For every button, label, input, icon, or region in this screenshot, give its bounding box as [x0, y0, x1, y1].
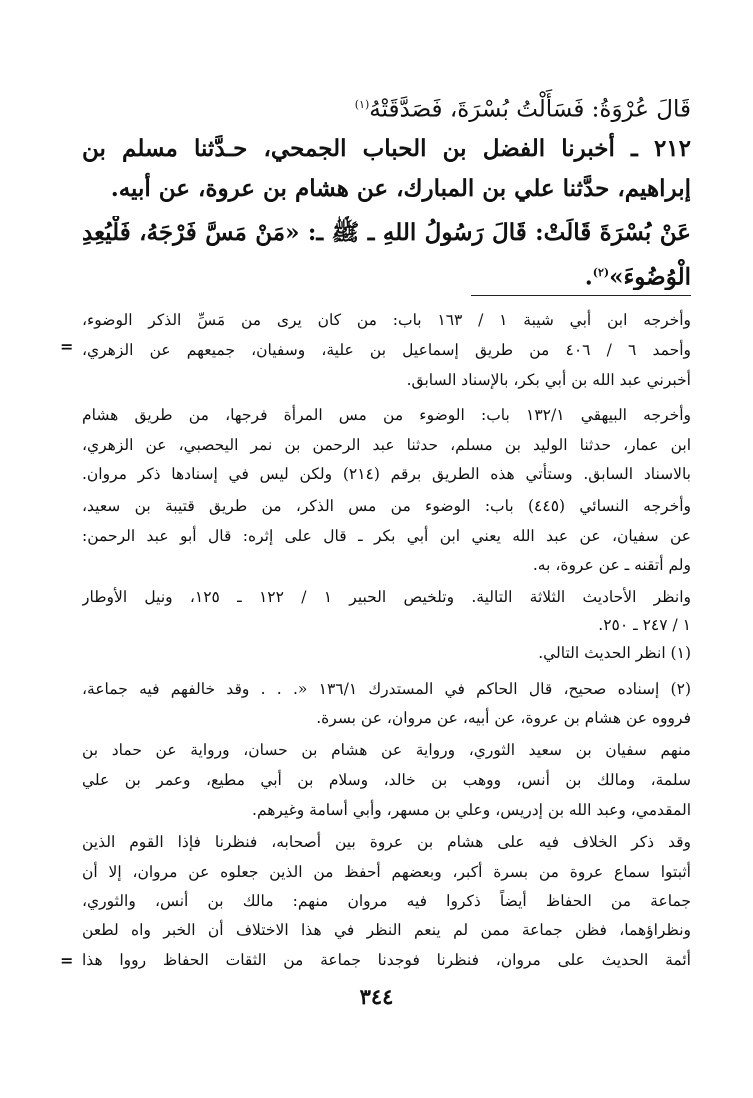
footnote-line: وأخرجه البيهقي ١٣٢/١ باب: الوضوء من مس المرأة فرجها، من طريق هشام — [82, 406, 691, 424]
footnote-line: أخبرني عبد الله بن أبي بكر، بالإسناد السابق. — [406, 371, 691, 389]
footnote-line: بالاسناد السابق. وستأتي هذه الطريق برقم (٢١٤) ولكن ليس في إسنادها ذكر مروان. — [82, 465, 691, 483]
main-text-line-5: الْوُضُوءَ»$^{(٢)}$. — [584, 263, 691, 290]
main-text-line-1: قَالَ عُرْوَةُ: فَسَأَلْتُ بُسْرَةَ، فَصَدَّقَتْهُ$^{(١)}$ — [354, 96, 691, 122]
footnote-line: (١) انظر الحديث التالي. — [538, 644, 691, 662]
footnote-line: فرووه عن هشام بن عروة، عن أبيه، عن مروان، عن بسرة. — [316, 709, 691, 727]
footnote-line: وأخرجه ابن أبي شيبة ١ / ١٦٣ باب: من كان يرى من مَسِّ الذكر الوضوء، — [82, 311, 691, 329]
footnote-line: وانظر الأحاديث الثلاثة التالية. وتلخيص الحبير ١ / ١٢٢ ـ ١٢٥، ونيل الأوطار — [82, 588, 691, 606]
footnote-line: (٢) إسناده صحيح، قال الحاكم في المستدرك ١٣٦/١ «. . . وقد خالفهم فيه جماعة، — [82, 680, 691, 698]
page-number: ٣٤٤ — [359, 984, 394, 1009]
continuation-mark: = — [60, 951, 74, 970]
continuation-mark: = — [60, 337, 74, 356]
footnote-line: سلمة، ومالك بن أنس، ووهب بن خالد، وسلام بن أبي مطيع، وعمر بن علي — [82, 771, 691, 789]
footnote-line: ونظراؤهما، فظن جماعة ممن لم ينعم النظر في هذا الاختلاف أن الخبر واه لطعن — [82, 921, 691, 939]
main-text-line-3: إبراهيم، حدَّثنا علي بن المبارك، عن هشام بن عروة، عن أبيه. — [110, 175, 691, 202]
footnote-ref-1: (١) — [354, 98, 370, 111]
footnote-ref-2: (٢) — [592, 266, 610, 279]
footnote-separator — [471, 295, 691, 296]
footnote-line: وقد ذكر الخلاف فيه على هشام بن عروة بين أصحابه، فنظرنا فإذا القوم الذين — [82, 833, 691, 851]
footnote-line: ولم أتقنه ـ عن عروة، به. — [532, 556, 691, 574]
footnote-line: أثبتوا سماع عروة من بسرة أكبر، وبعضهم أحفظ من الذين جعلوه عن مروان، إلا أن — [82, 863, 691, 881]
footnote-line: المقدمي، وعبد الله بن إدريس، وعلي بن مسهر، وأبي أسامة وغيرهم. — [252, 801, 691, 819]
footnote-line: ابن عمار، حدثنا الوليد بن مسلم، حدثنا عبد الرحمن بن نمر اليحصبي، عن الزهري، — [82, 436, 691, 454]
main-text-line-4: عَنْ بُسْرَةَ قَالَتْ: قَالَ رَسُولُ اللهِ ـ ﷺ ـ: «مَنْ مَسَّ فَرْجَهُ، فَلْيُعِدِ — [82, 219, 691, 246]
footnote-line: وأخرجه النسائي (٤٤٥) باب: الوضوء من مس الذكر، من طريق قتيبة بن سعيد، — [82, 497, 691, 515]
footnote-line: جماعة من الحفاظ أيضاً ذكروا فيه مروان منهم: مالك بن أنس، والثوري، — [82, 892, 691, 910]
footnote-line: أئمة الحديث على مروان، فنظرنا فوجدنا جماعة من الثقات الحفاظ رووا هذا — [82, 951, 691, 969]
main-text-line-2: ٢١٢ ـ أخبرنا الفضل بن الحباب الجمحي، حـدَّثنا مسلم بن — [82, 135, 691, 162]
footnote-line: وأحمد ٦ / ٤٠٦ من طريق إسماعيل بن علية، وسفيان، جميعهم عن الزهري، — [82, 341, 691, 359]
footnote-line: عن سفيان، عن عبد الله يعني ابن أبي بكر ـ قال على إثره: قال أبو عبد الرحمن: — [82, 527, 691, 545]
footnote-line: ١ / ٢٤٧ ـ ٢٥٠. — [598, 616, 691, 634]
footnote-line: منهم سفيان بن سعيد الثوري، ورواية عن هشام بن حسان، ورواية عن حماد بن — [82, 741, 691, 759]
